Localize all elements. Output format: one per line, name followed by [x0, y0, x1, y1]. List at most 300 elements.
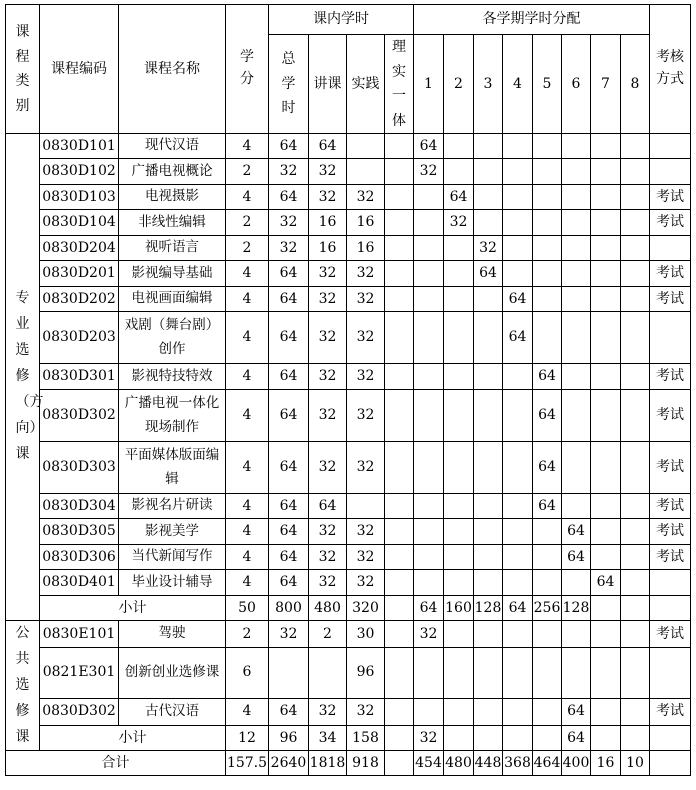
table-row	[6, 364, 691, 390]
semester-7-cell	[591, 698, 621, 725]
course-code: 0830D102	[40, 159, 119, 185]
credits-cell: 4	[226, 390, 269, 442]
credits-cell: 4	[226, 261, 269, 287]
integrated-hours-cell	[385, 751, 414, 776]
total-hours-cell: 64	[269, 185, 309, 210]
semester-1-cell	[414, 261, 444, 287]
practice-hours-cell: 320	[347, 596, 385, 621]
semester-6-cell	[562, 647, 591, 698]
semester-5-cell: 464	[533, 751, 562, 776]
total-hours-cell: 2640	[269, 751, 309, 776]
semester-5-cell	[533, 134, 562, 159]
header-code: 课程编码	[40, 5, 119, 134]
integrated-hours-cell	[385, 390, 414, 442]
integrated-hours-cell	[385, 647, 414, 698]
course-name	[119, 390, 226, 442]
credits-cell: 2	[226, 159, 269, 185]
course-name	[119, 519, 226, 545]
semester-3-cell	[474, 287, 503, 312]
semester-1-cell	[414, 236, 444, 261]
credits-cell: 50	[226, 596, 269, 621]
semester-7-cell	[591, 390, 621, 442]
header-integrated: 理实一体	[385, 35, 414, 134]
table-row	[6, 236, 691, 261]
semester-3-cell	[474, 545, 503, 570]
course-code: 0830D104	[40, 210, 119, 236]
integrated-hours-cell	[385, 134, 414, 159]
total-hours-cell: 64	[269, 287, 309, 312]
semester-3-cell: 32	[474, 236, 503, 261]
semester-8-cell	[621, 442, 650, 494]
semester-1-cell	[414, 287, 444, 312]
semester-5-cell	[533, 647, 562, 698]
header-assessment: 考核方式	[650, 5, 691, 134]
semester-6-cell: 64	[562, 698, 591, 725]
lecture-hours-cell: 2	[309, 621, 347, 648]
assessment-cell	[650, 725, 691, 751]
table-row	[6, 159, 691, 185]
semester-7-cell	[591, 185, 621, 210]
semester-5-cell	[533, 312, 562, 364]
header-semester-7: 7	[591, 35, 621, 134]
semester-7-cell	[591, 519, 621, 545]
practice-hours-cell: 918	[347, 751, 385, 776]
semester-5-cell	[533, 236, 562, 261]
semester-2-cell: 64	[444, 185, 474, 210]
assessment-cell: 考试	[650, 364, 691, 390]
semester-7-cell	[591, 236, 621, 261]
practice-hours-cell: 158	[347, 725, 385, 751]
semester-8-cell	[621, 312, 650, 364]
semester-7-cell	[591, 261, 621, 287]
semester-4-cell	[503, 725, 533, 751]
course-name-text: 创新创业选修课	[124, 663, 220, 680]
table-row	[6, 647, 691, 698]
assessment-cell	[650, 134, 691, 159]
semester-8-cell	[621, 287, 650, 312]
semester-5-cell: 64	[533, 442, 562, 494]
table-row	[6, 312, 691, 364]
semester-7-cell	[591, 210, 621, 236]
lecture-hours-cell: 16	[309, 236, 347, 261]
total-hours-cell: 800	[269, 596, 309, 621]
credits-cell: 4	[226, 442, 269, 494]
credits-cell: 4	[226, 570, 269, 596]
semester-5-cell	[533, 287, 562, 312]
semester-4-cell	[503, 364, 533, 390]
course-name-text: 影视名片研读	[131, 497, 213, 514]
integrated-hours-cell	[385, 210, 414, 236]
lecture-hours-cell: 32	[309, 519, 347, 545]
total-hours-cell: 64	[269, 390, 309, 442]
practice-hours-cell: 32	[347, 185, 385, 210]
table-row	[6, 390, 691, 442]
lecture-hours-cell: 480	[309, 596, 347, 621]
total-hours-cell: 64	[269, 494, 309, 519]
semester-8-cell	[621, 364, 650, 390]
table-row	[6, 210, 691, 236]
total-hours-cell: 64	[269, 312, 309, 364]
course-name-text: 毕业设计辅导	[131, 573, 213, 590]
lecture-hours-cell: 1818	[309, 751, 347, 776]
group-public-label	[6, 621, 40, 751]
semester-5-cell: 256	[533, 596, 562, 621]
semester-2-cell	[444, 698, 474, 725]
semester-3-cell	[474, 210, 503, 236]
semester-3-cell	[474, 494, 503, 519]
credits-cell: 4	[226, 134, 269, 159]
semester-6-cell: 64	[562, 545, 591, 570]
course-name	[119, 570, 226, 596]
total-hours-cell: 64	[269, 545, 309, 570]
semester-3-cell	[474, 159, 503, 185]
semester-3-cell	[474, 134, 503, 159]
total-hours-cell	[269, 647, 309, 698]
total-hours-cell: 64	[269, 134, 309, 159]
semester-2-cell	[444, 494, 474, 519]
semester-8-cell	[621, 545, 650, 570]
semester-2-cell: 160	[444, 596, 474, 621]
semester-7-cell	[591, 287, 621, 312]
header-semester-3: 3	[474, 35, 503, 134]
semester-2-cell	[444, 261, 474, 287]
course-code: 0830D302	[40, 698, 119, 725]
table-row	[6, 621, 691, 648]
practice-hours-cell: 32	[347, 287, 385, 312]
semester-8-cell	[621, 185, 650, 210]
assessment-cell	[650, 647, 691, 698]
semester-7-cell	[591, 442, 621, 494]
subtotal-label: 小计	[40, 596, 226, 621]
integrated-hours-cell	[385, 596, 414, 621]
practice-hours-cell: 32	[347, 442, 385, 494]
header-semester-4: 4	[503, 35, 533, 134]
header-semester-2: 2	[444, 35, 474, 134]
semester-6-cell	[562, 134, 591, 159]
course-name-text: 影视美学	[145, 522, 199, 539]
semester-1-cell: 64	[414, 134, 444, 159]
integrated-hours-cell	[385, 159, 414, 185]
course-name	[119, 185, 226, 210]
semester-8-cell	[621, 725, 650, 751]
course-code: 0830D203	[40, 312, 119, 364]
semester-1-cell	[414, 519, 444, 545]
assessment-cell: 考试	[650, 519, 691, 545]
header-semester-8: 8	[621, 35, 650, 134]
semester-3-cell	[474, 570, 503, 596]
assessment-cell	[650, 236, 691, 261]
semester-2-cell	[444, 159, 474, 185]
semester-6-cell	[562, 185, 591, 210]
course-name	[119, 287, 226, 312]
semester-2-cell	[444, 134, 474, 159]
semester-3-cell	[474, 621, 503, 648]
semester-3-cell: 64	[474, 261, 503, 287]
semester-5-cell	[533, 519, 562, 545]
semester-8-cell	[621, 210, 650, 236]
semester-8-cell	[621, 621, 650, 648]
semester-1-cell	[414, 390, 444, 442]
integrated-hours-cell	[385, 236, 414, 261]
subtotal-row-major	[6, 596, 691, 621]
semester-6-cell	[562, 494, 591, 519]
semester-2-cell: 480	[444, 751, 474, 776]
semester-6-cell: 64	[562, 725, 591, 751]
semester-7-cell	[591, 647, 621, 698]
group-major-text: 专业选修（方向）课	[15, 290, 44, 462]
semester-3-cell	[474, 698, 503, 725]
table-row	[6, 545, 691, 570]
assessment-cell: 考试	[650, 494, 691, 519]
header-credits: 学分	[226, 5, 269, 134]
course-name	[119, 494, 226, 519]
practice-hours-cell: 32	[347, 570, 385, 596]
header-hours-group: 课内学时	[269, 5, 414, 35]
semester-6-cell	[562, 442, 591, 494]
semester-3-cell	[474, 312, 503, 364]
semester-3-cell	[474, 519, 503, 545]
course-code: 0830D305	[40, 519, 119, 545]
credits-cell: 2	[226, 210, 269, 236]
lecture-hours-cell: 32	[309, 364, 347, 390]
assessment-cell: 考试	[650, 261, 691, 287]
practice-hours-cell: 32	[347, 364, 385, 390]
semester-2-cell	[444, 236, 474, 261]
table-body	[6, 134, 691, 776]
semester-8-cell	[621, 519, 650, 545]
lecture-hours-cell: 34	[309, 725, 347, 751]
semester-2-cell	[444, 442, 474, 494]
semester-7-cell	[591, 545, 621, 570]
header-semester-6: 6	[562, 35, 591, 134]
course-name	[119, 647, 226, 698]
course-code: 0830D101	[40, 134, 119, 159]
header-semester-5: 5	[533, 35, 562, 134]
course-name-text: 戏剧（舞台剧）创作	[124, 316, 220, 357]
total-hours-cell: 96	[269, 725, 309, 751]
course-code: 0830D303	[40, 442, 119, 494]
lecture-hours-cell: 32	[309, 287, 347, 312]
course-code: 0830E101	[40, 621, 119, 648]
semester-4-cell	[503, 159, 533, 185]
course-name-text: 视听语言	[145, 239, 199, 256]
credits-cell: 12	[226, 725, 269, 751]
header-category: 课程类别	[6, 5, 40, 134]
credits-cell: 2	[226, 236, 269, 261]
semester-1-cell	[414, 698, 444, 725]
semester-2-cell	[444, 519, 474, 545]
lecture-hours-cell: 32	[309, 159, 347, 185]
total-hours-cell: 64	[269, 364, 309, 390]
semester-6-cell: 400	[562, 751, 591, 776]
semester-4-cell: 368	[503, 751, 533, 776]
lecture-hours-cell: 32	[309, 312, 347, 364]
lecture-hours-cell: 32	[309, 261, 347, 287]
group-major-label	[6, 134, 44, 621]
course-name-text: 古代汉语	[145, 702, 199, 719]
total-hours-cell: 64	[269, 698, 309, 725]
total-hours-cell: 32	[269, 621, 309, 648]
assessment-cell	[650, 312, 691, 364]
semester-4-cell	[503, 134, 533, 159]
table-row	[6, 185, 691, 210]
lecture-hours-cell: 32	[309, 545, 347, 570]
semester-5-cell: 64	[533, 364, 562, 390]
assessment-cell	[650, 570, 691, 596]
semester-2-cell	[444, 364, 474, 390]
lecture-hours-cell: 32	[309, 442, 347, 494]
total-hours-cell: 32	[269, 159, 309, 185]
practice-hours-cell	[347, 134, 385, 159]
course-code: 0830D201	[40, 261, 119, 287]
table-row	[6, 134, 691, 159]
semester-5-cell	[533, 698, 562, 725]
semester-1-cell: 32	[414, 621, 444, 648]
semester-1-cell: 32	[414, 159, 444, 185]
assessment-cell	[650, 751, 691, 776]
header-semester-group: 各学期学时分配	[414, 5, 650, 35]
assessment-cell: 考试	[650, 545, 691, 570]
semester-3-cell	[474, 725, 503, 751]
semester-1-cell	[414, 185, 444, 210]
practice-hours-cell: 32	[347, 312, 385, 364]
practice-hours-cell: 32	[347, 698, 385, 725]
integrated-hours-cell	[385, 442, 414, 494]
semester-4-cell	[503, 519, 533, 545]
course-name	[119, 261, 226, 287]
semester-6-cell: 64	[562, 519, 591, 545]
credits-cell: 4	[226, 287, 269, 312]
integrated-hours-cell	[385, 185, 414, 210]
course-name-text: 广播电视概论	[131, 162, 213, 179]
assessment-cell: 考试	[650, 390, 691, 442]
semester-2-cell	[444, 725, 474, 751]
header-total-hours: 总学时	[269, 35, 309, 134]
practice-hours-cell: 32	[347, 519, 385, 545]
semester-8-cell	[621, 134, 650, 159]
practice-hours-cell: 32	[347, 545, 385, 570]
semester-4-cell	[503, 261, 533, 287]
header-practice: 实践	[347, 35, 385, 134]
semester-2-cell	[444, 312, 474, 364]
semester-2-cell	[444, 287, 474, 312]
semester-1-cell: 64	[414, 596, 444, 621]
semester-3-cell	[474, 647, 503, 698]
assessment-cell: 考试	[650, 621, 691, 648]
course-schedule-table	[5, 4, 691, 776]
semester-6-cell: 128	[562, 596, 591, 621]
integrated-hours-cell	[385, 545, 414, 570]
semester-6-cell	[562, 621, 591, 648]
course-code: 0830D103	[40, 185, 119, 210]
assessment-cell: 考试	[650, 287, 691, 312]
integrated-hours-cell	[385, 287, 414, 312]
lecture-hours-cell: 32	[309, 698, 347, 725]
semester-6-cell	[562, 287, 591, 312]
semester-1-cell	[414, 442, 444, 494]
course-name	[119, 236, 226, 261]
course-name	[119, 312, 226, 364]
lecture-hours-cell: 16	[309, 210, 347, 236]
course-code: 0830D304	[40, 494, 119, 519]
credits-cell: 4	[226, 545, 269, 570]
semester-8-cell	[621, 570, 650, 596]
credits-cell: 4	[226, 519, 269, 545]
semester-7-cell	[591, 725, 621, 751]
semester-7-cell	[591, 134, 621, 159]
semester-4-cell	[503, 185, 533, 210]
practice-hours-cell	[347, 159, 385, 185]
semester-3-cell	[474, 364, 503, 390]
integrated-hours-cell	[385, 494, 414, 519]
semester-7-cell	[591, 364, 621, 390]
group-public-text: 公共选修课	[15, 625, 30, 745]
semester-8-cell: 10	[621, 751, 650, 776]
semester-5-cell	[533, 261, 562, 287]
semester-3-cell	[474, 185, 503, 210]
semester-4-cell: 64	[503, 287, 533, 312]
semester-6-cell	[562, 570, 591, 596]
semester-7-cell	[591, 159, 621, 185]
semester-6-cell	[562, 364, 591, 390]
integrated-hours-cell	[385, 698, 414, 725]
integrated-hours-cell	[385, 519, 414, 545]
credits-cell: 4	[226, 494, 269, 519]
total-hours-cell: 32	[269, 210, 309, 236]
semester-4-cell	[503, 647, 533, 698]
course-code: 0830D401	[40, 570, 119, 596]
assessment-cell	[650, 596, 691, 621]
semester-4-cell	[503, 494, 533, 519]
table-row	[6, 519, 691, 545]
semester-5-cell	[533, 210, 562, 236]
integrated-hours-cell	[385, 364, 414, 390]
semester-4-cell	[503, 621, 533, 648]
total-hours-cell: 64	[269, 519, 309, 545]
course-name-text: 平面媒体版面编辑	[124, 446, 220, 487]
semester-6-cell	[562, 210, 591, 236]
semester-3-cell	[474, 442, 503, 494]
semester-7-cell: 64	[591, 570, 621, 596]
semester-4-cell	[503, 236, 533, 261]
practice-hours-cell: 96	[347, 647, 385, 698]
semester-5-cell: 64	[533, 494, 562, 519]
course-name	[119, 545, 226, 570]
table-row	[6, 494, 691, 519]
header-lecture: 讲课	[309, 35, 347, 134]
semester-1-cell	[414, 312, 444, 364]
course-name	[119, 621, 226, 648]
semester-1-cell: 454	[414, 751, 444, 776]
course-code: 0830D202	[40, 287, 119, 312]
semester-6-cell	[562, 261, 591, 287]
semester-4-cell: 64	[503, 312, 533, 364]
credits-cell: 2	[226, 621, 269, 648]
semester-4-cell	[503, 570, 533, 596]
table-row	[6, 261, 691, 287]
semester-5-cell	[533, 185, 562, 210]
course-code: 0830D301	[40, 364, 119, 390]
credits-cell: 4	[226, 364, 269, 390]
course-name	[119, 210, 226, 236]
course-name-text: 广播电视一体化现场制作	[124, 394, 220, 435]
subtotal-row-public	[6, 725, 691, 751]
semester-1-cell	[414, 545, 444, 570]
semester-7-cell: 16	[591, 751, 621, 776]
semester-8-cell	[621, 647, 650, 698]
semester-8-cell	[621, 494, 650, 519]
integrated-hours-cell	[385, 261, 414, 287]
